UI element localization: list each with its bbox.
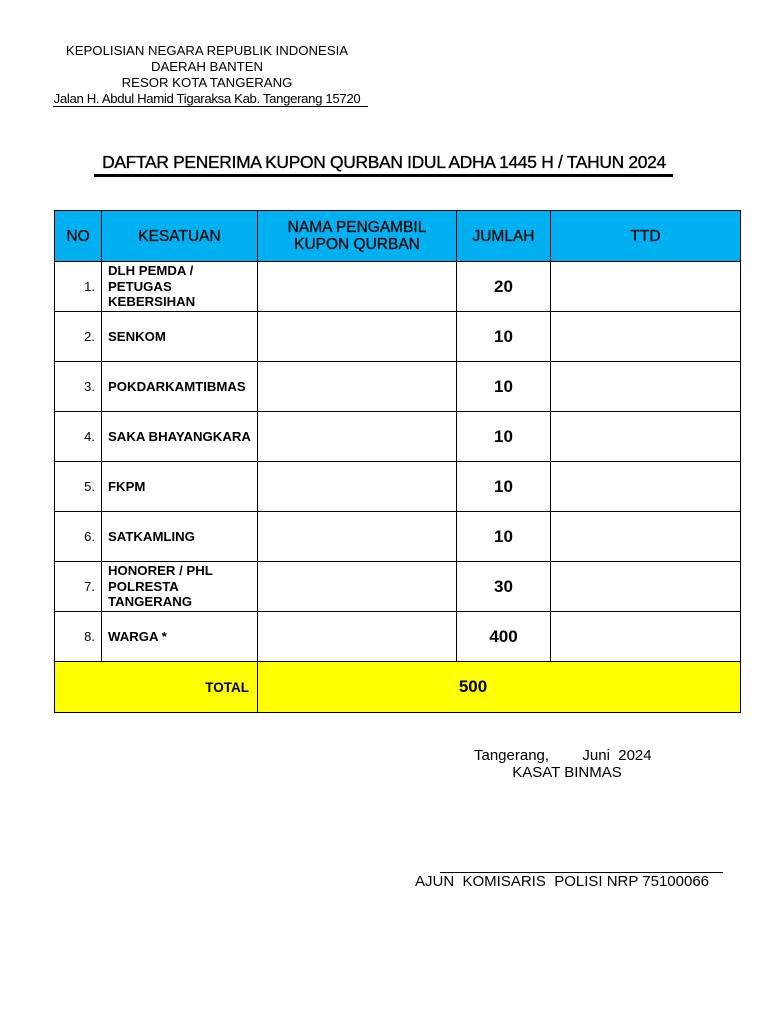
total-label: TOTAL [55,662,258,713]
header-unit: KESATUAN [102,211,258,262]
table-row [55,562,741,612]
table-row [55,312,741,362]
row-signature-cell[interactable] [551,612,741,662]
document-title: DAFTAR PENERIMA KUPON QURBAN IDUL ADHA 1445 H / TAHUN 2024 [102,152,666,172]
row-collector-cell[interactable] [258,512,457,562]
letterhead-address: Jalan H. Abdul Hamid Tigaraksa Kab. Tangerang 15720 [53,91,361,106]
table-row [55,612,741,662]
row-signature-cell[interactable] [551,412,741,462]
row-number: 5. [55,462,102,512]
title-underline [94,174,673,177]
row-number: 1. [55,262,102,312]
row-signature-cell[interactable] [551,362,741,412]
header-count: JUMLAH [457,211,551,262]
row-count: 400 [457,612,551,662]
row-signature-cell[interactable] [551,562,741,612]
row-collector-cell[interactable] [258,412,457,462]
row-count: 30 [457,562,551,612]
letterhead-unit: RESOR KOTA TANGERANG [121,75,293,90]
row-count: 10 [457,412,551,462]
total-row [55,662,741,713]
row-collector-cell[interactable] [258,612,457,662]
signature-role: KASAT BINMAS [512,764,622,781]
row-count: 10 [457,462,551,512]
table-row [55,462,741,512]
row-unit: DLH PEMDA / PETUGAS KEBERSIHAN [102,262,258,312]
letterhead-institution: KEPOLISIAN NEGARA REPUBLIK INDONESIA [65,43,349,58]
table-row [55,412,741,462]
row-unit: POKDARKAMTIBMAS [102,362,258,412]
header-collector: NAMA PENGAMBIL KUPON QURBAN [258,211,457,262]
row-number: 4. [55,412,102,462]
row-signature-cell[interactable] [551,312,741,362]
row-unit: SENKOM [102,312,258,362]
row-unit: SATKAMLING [102,512,258,562]
row-signature-cell[interactable] [551,462,741,512]
row-count: 20 [457,262,551,312]
row-signature-cell[interactable] [551,512,741,562]
recipient-table [54,210,741,713]
header-no: NO [55,211,102,262]
row-number: 8. [55,612,102,662]
signature-name: AJUN KOMISARIS POLISI NRP 75100066 [415,873,710,890]
row-signature-cell[interactable] [551,262,741,312]
row-unit: WARGA * [102,612,258,662]
row-count: 10 [457,362,551,412]
row-number: 7. [55,562,102,612]
row-unit: FKPM [102,462,258,512]
row-collector-cell[interactable] [258,262,457,312]
row-count: 10 [457,312,551,362]
total-value: 500 [258,662,741,713]
letterhead-divider [53,106,368,107]
letterhead-region: DAERAH BANTEN [150,59,264,74]
row-unit: HONORER / PHL POLRESTA TANGERANG [102,562,258,612]
row-number: 3. [55,362,102,412]
row-collector-cell[interactable] [258,462,457,512]
signature-date: Tangerang, Juni 2024 [474,747,652,764]
row-collector-cell[interactable] [258,362,457,412]
table-header-row [55,211,741,262]
header-signature: TTD [551,211,741,262]
table-row [55,262,741,312]
row-number: 2. [55,312,102,362]
letterhead [46,43,368,107]
table-row [55,362,741,412]
row-unit: SAKA BHAYANGKARA [102,412,258,462]
row-number: 6. [55,512,102,562]
row-collector-cell[interactable] [258,312,457,362]
table-row [55,512,741,562]
row-count: 10 [457,512,551,562]
row-collector-cell[interactable] [258,562,457,612]
